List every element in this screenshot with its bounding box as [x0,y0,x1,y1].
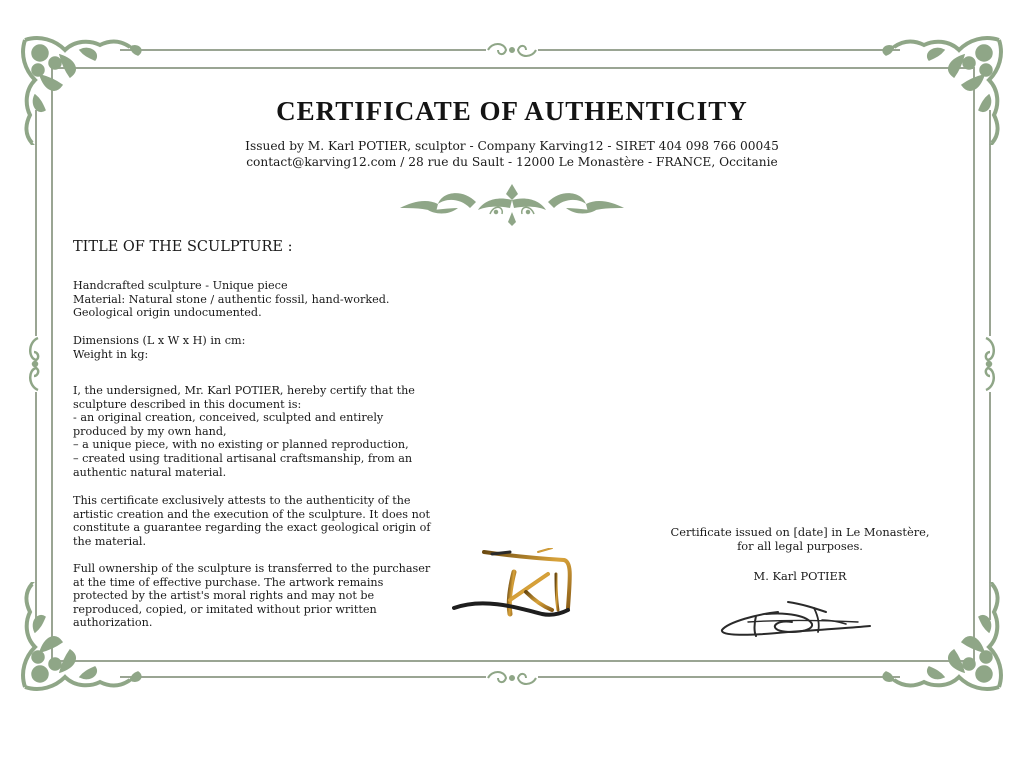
issued-on-line-2: for all legal purposes. [737,539,863,553]
weight-label: Weight in kg: [73,347,149,361]
right-side-scroll-icon [978,336,1000,392]
issuer-line-1: Issued by M. Karl POTIER, sculptor - Company Karving12 - SIRET 404 098 766 00045 [245,139,779,153]
disclaimer-paragraph: This certificate exclusively attests to the authenticity of the artistic creation and the execution of the sculpture. It does not constitute a guarantee regarding the exact geological origin of the material. [73,494,431,548]
declaration-item-2: – a unique piece, with no existing or planned reproduction, [73,438,409,452]
corner-flourish-top-right-icon [874,35,1004,145]
handwritten-signature-icon [718,598,874,640]
issuer-info [0,138,1024,170]
description-line-3: Geological origin undocumented. [73,306,262,320]
corner-flourish-top-left-icon [20,35,150,145]
frame-inner-top [52,67,974,69]
sculpture-title-label: TITLE OF THE SCULPTURE : [73,239,293,255]
declaration-block [73,384,435,479]
issuer-line-2: contact@karving12.com / 28 rue du Sault - 12000 Le Monastère - FRANCE, Occitanie [246,155,778,169]
description-line-2: Material: Natural stone / authentic fossil, hand-worked. [73,292,390,306]
bottom-center-flourish-icon [486,668,538,688]
left-side-scroll-icon [24,336,46,392]
declaration-item-3: – created using traditional artisanal craftsmanship, from an authentic natural material. [73,451,413,479]
declaration-intro: I, the undersigned, Mr. Karl POTIER, hereby certify that the sculpture described in this document is: [73,384,415,411]
ownership-paragraph: Full ownership of the sculpture is transferred to the purchaser at the time of effective purchase. The artwork remains protected by the artist's moral rights and may not be reproduced, copied, or imitated without prior written authorization. [73,562,431,630]
certificate-title: CERTIFICATE OF AUTHENTICITY [276,96,748,126]
center-divider-flourish-icon [398,182,626,226]
description-line-1: Handcrafted sculpture - Unique piece [73,279,288,292]
signatory-name: M. Karl POTIER [753,569,847,583]
frame-inner-bottom [52,660,974,662]
measurements-block [73,334,443,361]
corner-flourish-bottom-right-icon [874,582,1004,692]
dimensions-label: Dimensions (L x W x H) in cm: [73,334,246,347]
issuance-block [650,525,950,553]
top-center-flourish-icon [486,40,538,60]
description-block [73,279,443,320]
declaration-item-1: - an original creation, conceived, sculpted and entirely produced by my own hand, [73,411,384,438]
issued-on-line-1: Certificate issued on [date] in Le Monastère, [670,525,930,539]
kp-monogram-logo-icon [452,548,580,620]
